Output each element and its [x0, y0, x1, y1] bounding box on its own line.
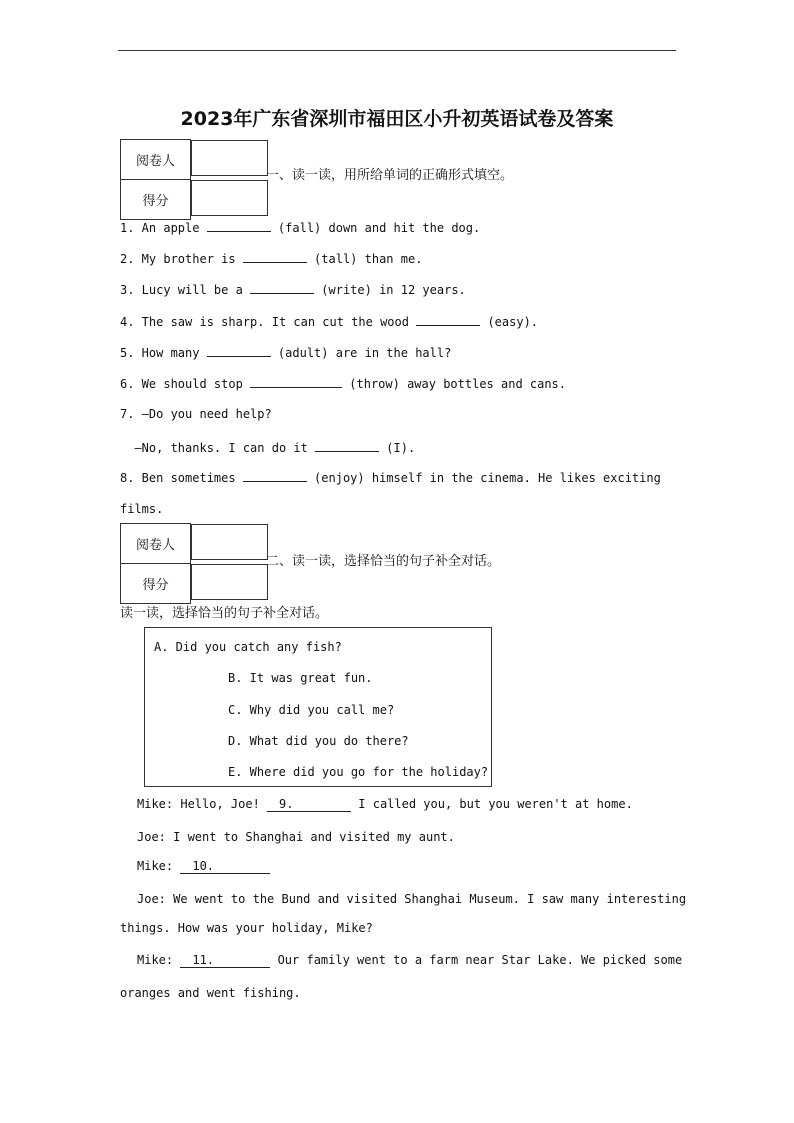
answer-blank[interactable] — [243, 251, 307, 263]
score-cell[interactable] — [191, 180, 268, 216]
question-3: 3. Lucy will be a (write) in 12 years. — [120, 283, 466, 297]
score-table-1 — [120, 139, 269, 220]
question-7-prompt: 7. —Do you need help? — [120, 407, 272, 421]
dialogue-line-3: Mike: 10. — [137, 859, 270, 874]
header-rule — [118, 50, 676, 51]
score-table-2 — [120, 523, 269, 604]
option-a: A. Did you catch any fish? — [154, 640, 342, 654]
section-2-instruction: 读一读，选择恰当的句子补全对话。 — [120, 606, 329, 621]
answer-blank[interactable] — [250, 376, 342, 388]
dialogue-line-5: Mike: 11. Our family went to a farm near Star Lake. We picked some — [137, 953, 683, 967]
section-2-heading: 二、读一读，选择恰当的句子补全对话。 — [266, 554, 501, 569]
question-7-reply: —No, thanks. I can do it (I). — [120, 441, 416, 455]
dialogue-line-2: Joe: I went to Shanghai and visited my aunt. — [137, 830, 455, 844]
option-d: D. What did you do there? — [228, 734, 409, 748]
answer-blank-10[interactable]: 10. — [180, 859, 270, 874]
answer-blank[interactable] — [416, 314, 480, 326]
question-5: 5. How many (adult) are in the hall? — [120, 346, 452, 360]
answer-blank[interactable] — [207, 220, 271, 232]
dialogue-line-4-continued: things. How was your holiday, Mike? — [120, 921, 373, 935]
dialogue-line-5-continued: oranges and went fishing. — [120, 986, 301, 1000]
question-2: 2. My brother is (tall) than me. — [120, 252, 423, 266]
option-c: C. Why did you call me? — [228, 703, 395, 717]
page-title: 2023年广东省深圳市福田区小升初英语试卷及答案 — [180, 108, 614, 130]
question-1: 1. An apple (fall) down and hit the dog. — [120, 221, 481, 235]
answer-blank-11[interactable]: 11. — [180, 953, 270, 968]
answer-blank-9[interactable]: 9. — [267, 797, 351, 812]
score-label: 得分 — [121, 180, 191, 220]
question-8-continued: films. — [120, 502, 164, 516]
options-box — [144, 627, 492, 787]
question-6: 6. We should stop (throw) away bottles and cans. — [120, 377, 567, 391]
score-cell[interactable] — [191, 564, 268, 600]
answer-blank[interactable] — [250, 282, 314, 294]
reviewer-cell[interactable] — [191, 140, 268, 176]
answer-blank[interactable] — [243, 470, 307, 482]
dialogue-line-4: Joe: We went to the Bund and visited Shanghai Museum. I saw many interesting — [137, 892, 687, 906]
question-4: 4. The saw is sharp. It can cut the wood (easy). — [120, 315, 539, 329]
score-label: 得分 — [121, 564, 191, 604]
reviewer-cell[interactable] — [191, 524, 268, 560]
option-e: E. Where did you go for the holiday? — [228, 765, 489, 779]
question-8: 8. Ben sometimes (enjoy) himself in the cinema. He likes exciting — [120, 471, 661, 485]
option-b: B. It was great fun. — [228, 671, 373, 685]
reviewer-label: 阅卷人 — [121, 140, 191, 180]
dialogue-line-1: Mike: Hello, Joe! 9. I called you, but you weren't at home. — [137, 797, 633, 811]
answer-blank[interactable] — [315, 440, 379, 452]
reviewer-label: 阅卷人 — [121, 524, 191, 564]
section-1-heading: 一、读一读，用所给单词的正确形式填空。 — [266, 168, 514, 183]
answer-blank[interactable] — [207, 345, 271, 357]
